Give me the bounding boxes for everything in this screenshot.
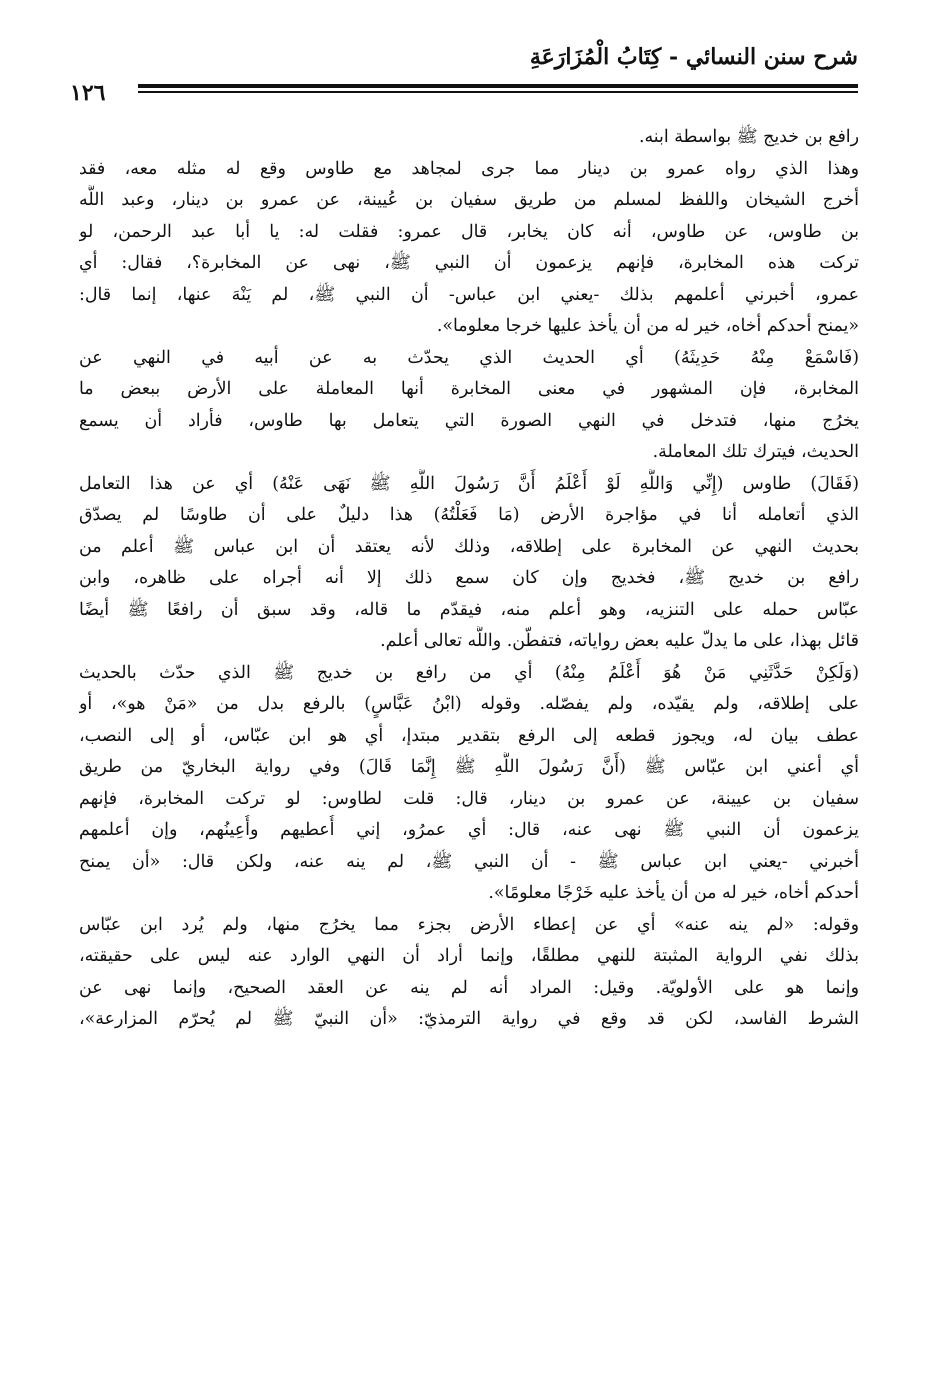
text-line: وقوله: «لم ينه عنه» أي عن إعطاء الأرض بجزء مما يخرُج منها، ولم يُرد ابن عبّاس [79,914,859,935]
text-line: الذي أتعامله أنا في مؤاجرة الأرض (مَا فَعَلْتُهُ) هذا دليلٌ على أن طاوسًا لم يصدّق [79,505,859,525]
running-header [70,44,858,104]
text-line: تركت هذه المخابرة، فإنهم يزعمون أن النبي ﷺ، نهى عن المخابرة؟، فقال: أي [79,253,859,273]
text-line: أخبرني -يعني ابن عباس ﷺ - أن النبي ﷺ، لم ينه عنه، ولكن قال: «أن يمنح [79,851,859,872]
text-line: قائل بهذا، على ما يدلّ عليه بعض رواياته، فتفطّن. واللَّه تعالى أعلم. [380,631,859,651]
text-line: (وَلَكِنْ حَدَّثَنِي مَنْ هُوَ أَعْلَمُ مِنْهُ) أي من رافع بن خديج ﷺ الذي حدّث بالحديث [79,662,859,683]
text-line: على إطلاقه، ولم يقيّده، ولم يفصّله. وقوله (ابْنُ عَبَّاسٍ) بالرفع بدل من «مَنْ هو»، أو [79,694,859,714]
page-number: ١٢٦ [70,80,106,106]
text-line: يزعمون أن النبي ﷺ نهى عنه، قال: أي عمرُو، إني أُعطيهم وأُعِينُهم، وإن أعلمهم [79,820,859,840]
text-line: وهذا الذي رواه عمرو بن دينار مما جرى لمجاهد مع طاوس وقع له مثله معه، فقد [79,158,859,179]
header-title: شرح سنن النسائي - كِتَابُ الْمُزَارَعَةِ [529,44,858,70]
text-line: بن طاوس، عن طاوس، أنه كان يخابر، قال عمرو: فقلت له: يا أبا عبد الرحمن، لو [79,221,859,242]
text-line: المخابرة، فإن المشهور في معنى المخابرة أنها المعاملة على الأرض ببعض ما [79,379,859,399]
header-rule-thin [138,91,858,93]
text-line: رافع بن خديج ﷺ بواسطة ابنه. [638,127,859,147]
text-line: بذلك نفي الرواية المثبتة للنهي مطلقًا، وإنما أراد أن النهي الوارد عنه ليس على حقيقته، [79,946,859,966]
body-text [79,122,859,1036]
header-rule-thick [138,84,858,88]
text-line: عطف بيان له، ويجوز قطعه إلى الرفع بتقدير مبتدإ، أي هو ابن عبّاس، أو إلى النصب، [79,725,859,746]
text-line: (فَاسْمَعْ مِنْهُ حَدِيثَهُ) أي الحديث الذي يحدّث به عن أبيه في النهي عن [79,347,859,368]
text-line: عمرو، أخبرني أعلمهم بذلك -يعني ابن عباس- أن النبي ﷺ، لم يَنْهَ عنها، إنما قال: [79,284,859,305]
text-line: الحديث، فيترك تلك المعاملة. [652,442,859,462]
text-line: أي أعني ابن عبّاس ﷺ (أَنَّ رَسُولَ اللَّهِ ﷺ إِنَّمَا قَالَ) وفي رواية البخاريّ من طريق [79,757,859,777]
text-line: «يمنح أحدكم أخاه، خير له من أن يأخذ عليها خرجا معلوما». [436,316,859,336]
text-line: رافع بن خديج ﷺ، فخديج وإن كان سمع ذلك إلا أنه أجراه على ظاهره، وابن [79,568,859,588]
text-line: أخرج الشيخان واللفظ لمسلم من طريق سفيان بن عُيينة، عن عمرو بن دينار، وعبد اللَّه [79,190,859,210]
text-line: يخرُج منها، فتدخل في النهي الصورة التي يتعامل بها طاوس، فأراد أن يسمع [79,410,859,431]
text-line: بحديث النهي عن المخابرة على إطلاقه، وذلك لأنه يعتقد أن ابن عباس ﷺ أعلم من [79,536,859,557]
text-line: (فَقَالَ) طاوس (إِنِّي وَاللَّهِ لَوْ أَعْلَمُ أَنَّ رَسُولَ اللَّهِ ﷺ نَهَى عَنْهُ) أي عن هذا التعامل [79,473,859,494]
text-line: سفيان بن عيينة، عن عمرو بن دينار، قال: قلت لطاوس: لو تركت المخابرة، فإنهم [79,788,859,809]
text-line: أحدكم أخاه، خير له من أن يأخذ عليه خَرْجًا معلومًا». [488,883,859,903]
text-line: عبّاس حمله على التنزيه، وهو أعلم منه، فيقدّم ما قاله، وقد سبق أن رافعًا ﷺ أيضًا [79,599,859,620]
text-line: الشرط الفاسد، لكن قد وقع في رواية الترمذيّ: «أن النبيّ ﷺ لم يُحرّم المزارعة»، [79,1009,859,1029]
text-line: وإنما هو على الأولويّة. وقيل: المراد أنه لم ينه عن العقد الصحيح، وإنما نهى عن [79,977,859,998]
